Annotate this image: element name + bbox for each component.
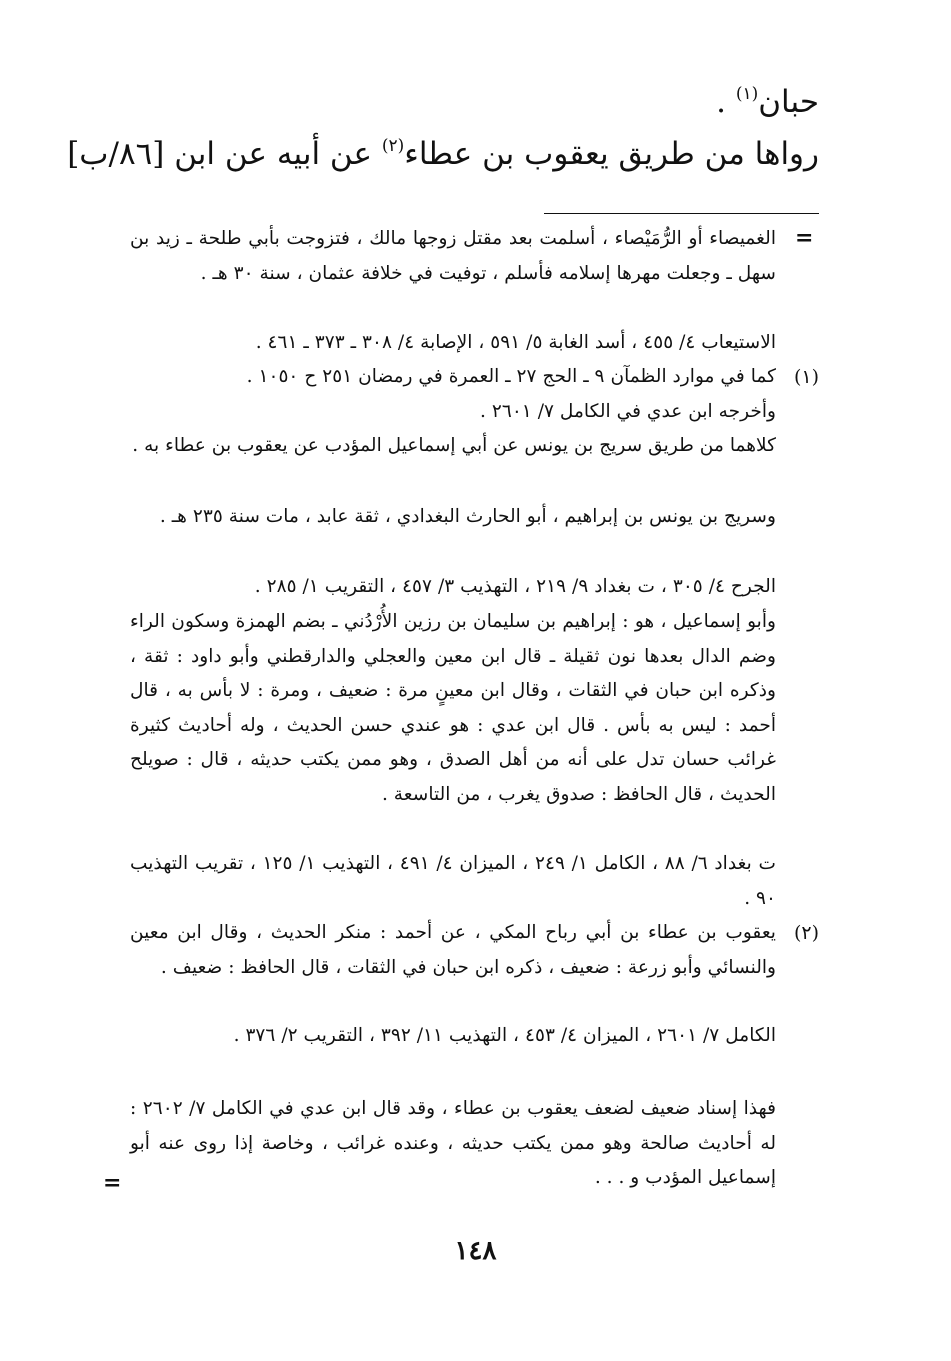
main-text-line-2	[67, 134, 819, 174]
main-text-segment: رواها من طريق يعقوب بن عطاء	[404, 136, 819, 172]
footnote-2-paragraph: يعقوب بن عطاء بن أبي رباح المكي ، عن أحمد : منكر الحديث ، وقال ابن معين والنسائي وأبو زرعة : ضعيف ، ذكره ابن حبان في الثقات ، قال الحافظ : ضعيف .	[130, 922, 776, 978]
footnote-separator	[544, 213, 819, 214]
main-text-segment: حبان	[758, 84, 819, 120]
footnote-number-1: (١)	[793, 366, 819, 388]
footnote-1-paragraph: ت بغداد ٦/ ٨٨ ، الكامل ١/ ٢٤٩ ، الميزان ٤/ ٤٩١ ، التهذيب ١/ ١٢٥ ، تقريب التهذيب ٩٠ .	[130, 853, 776, 909]
continuation-mark-top: =	[795, 225, 814, 251]
footnote-1-paragraph: وسريج بن يونس بن إبراهيم ، أبو الحارث البغدادي ، ثقة عابد ، مات سنة ٢٣٥ هـ .	[159, 506, 776, 527]
footnote-1-paragraph: كما في موارد الظمآن ٩ ـ الحج ٢٧ ـ العمرة في رمضان ٢٥١ ح ١٠٥٠ .	[246, 366, 776, 387]
footnote-2-paragraph: فهذا إسناد ضعيف لضعف يعقوب بن عطاء ، وقد قال ابن عدي في الكامل ٧/ ٢٦٠٢ : له أحاديث صالحة وهو ممن يكتب حديثه ، وعنده غرائب ، وخاصة إذا روى عنه أبو إسماعيل المؤدب و . . .	[130, 1098, 776, 1189]
main-text-line-1	[716, 82, 819, 122]
footnote-1-paragraph: كلاهما من طريق سريج بن يونس عن أبي إسماعيل المؤدب عن يعقوب بن عطاء به .	[132, 435, 776, 456]
footnote-ref-2: (٢)	[381, 136, 405, 156]
footnote-1-paragraph: وأخرجه ابن عدي في الكامل ٧/ ٢٦٠١ .	[480, 401, 776, 422]
continuation-mark-bottom: =	[103, 1170, 122, 1196]
main-text-segment: .	[716, 84, 736, 120]
continued-footnote-paragraph: الاستيعاب ٤/ ٤٥٥ ، أسد الغابة ٥/ ٥٩١ ، الإصابة ٤/ ٣٠٨ ـ ٣٧٣ ـ ٤٦١ .	[255, 332, 776, 353]
footnote-1-paragraph: الجرح ٤/ ٣٠٥ ، ت بغداد ٩/ ٢١٩ ، التهذيب ٣/ ٤٥٧ ، التقريب ١/ ٢٨٥ .	[254, 576, 776, 597]
main-text-segment: عن أبيه عن ابن [٨٦/ب]	[67, 136, 382, 172]
footnote-2-paragraph: الكامل ٧/ ٢٦٠١ ، الميزان ٤/ ٤٥٣ ، التهذيب ١١/ ٣٩٢ ، التقريب ٢/ ٣٧٦ .	[233, 1025, 776, 1046]
continued-footnote-paragraph: الغميصاء أو الرُّمَيْصاء ، أسلمت بعد مقتل زوجها مالك ، فتزوجت بأبي طلحة ـ زيد بن سهل ـ وجعلت مهرها إسلامه فأسلم ، توفيت في خلافة عثمان ، سنة ٣٠ هـ .	[130, 228, 776, 284]
footnote-number-2: (٢)	[793, 922, 819, 944]
page-number: ١٤٨	[454, 1236, 497, 1266]
footnote-ref-1: (١)	[735, 84, 759, 104]
footnote-1-paragraph: وأبو إسماعيل ، هو : إبراهيم بن سليمان بن رزين الأُرْدُني ـ بضم الهمزة وسكون الراء وضم الدال بعدها نون ثقيلة ـ قال ابن معين والعجلي والدارقطني وأبو داود : ثقة ، وذكره ابن حبان في الثقات ، وقال ابن معينٍ مرة : ضعيف ، ومرة : لا بأس به ، قال أحمد : ليس به بأس . قال ابن عدي : هو عندي حسن الحديث ، وله أحاديث كثيرة غرائب حسان تدل على أنه من أهل الصدق ، وهو ممن يكتب حديثه ، قال : صويلح الحديث ، قال الحافظ : صدوق يغرب ، من التاسعة .	[130, 611, 776, 805]
